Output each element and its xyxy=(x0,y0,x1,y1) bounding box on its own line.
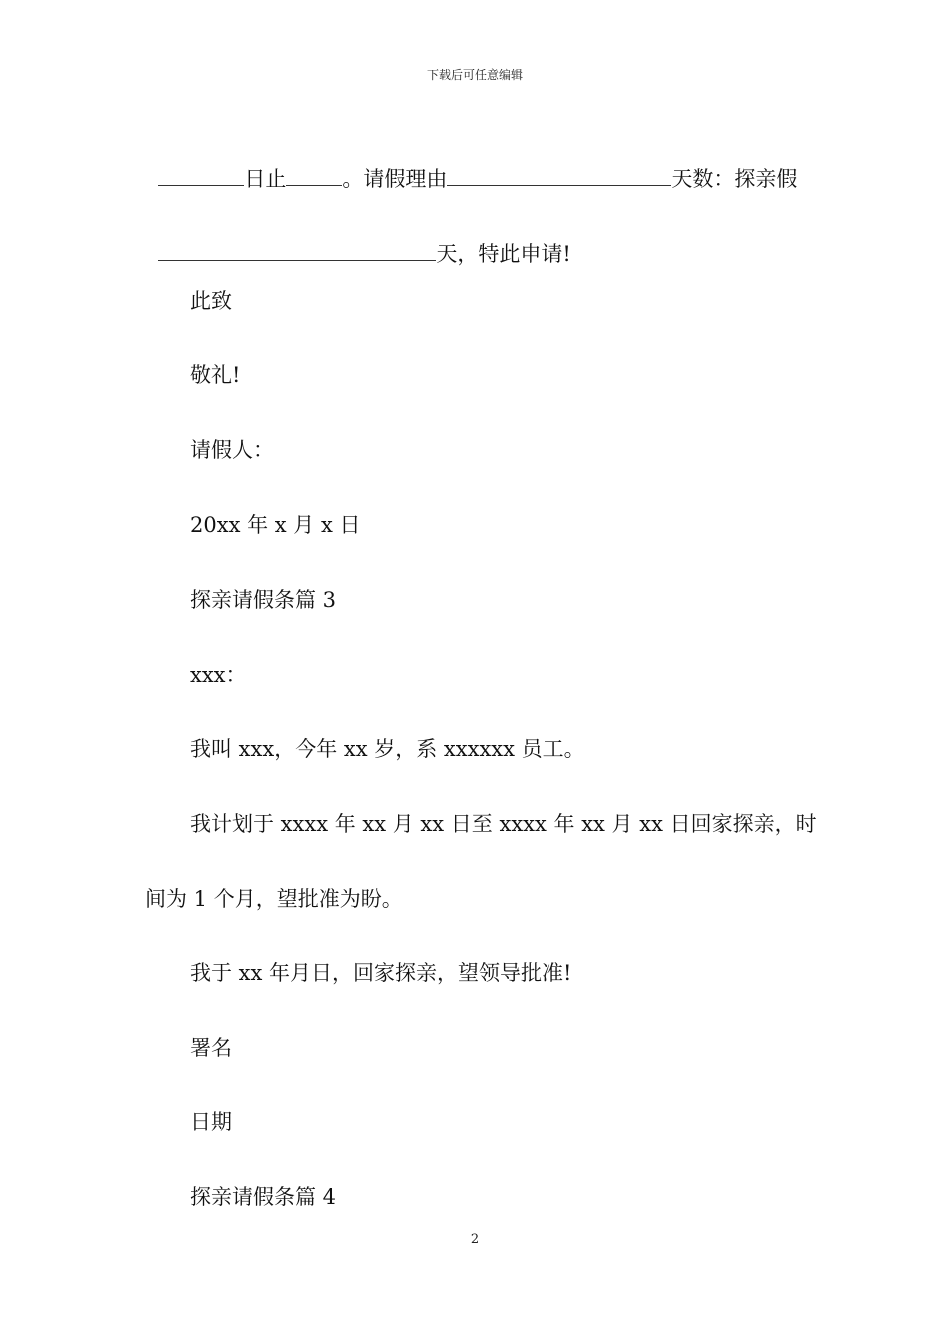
body-paragraph-3: 我于 xx 年月日，回家探亲，望领导批准! xyxy=(190,961,572,985)
page-number: 2 xyxy=(470,1232,480,1247)
leave-form-line-1 xyxy=(145,137,797,193)
leave-form-line-2 xyxy=(145,212,571,268)
closing-salutation: 此致 xyxy=(190,289,232,313)
section-heading-4: 探亲请假条篇 4 xyxy=(190,1185,337,1209)
body-paragraph-2-line-2: 间为 1 个月，望批准为盼。 xyxy=(145,887,403,911)
blank-field xyxy=(286,165,342,186)
text-fragment: 。请假理由 xyxy=(342,167,448,191)
body-paragraph-1: 我叫 xxx，今年 xx 岁，系 xxxxxx 员工。 xyxy=(190,737,585,761)
recipient-line: xxx： xyxy=(190,663,247,687)
closing-regards: 敬礼! xyxy=(190,363,241,387)
date-line: 20xx 年 x 月 x 日 xyxy=(190,513,361,537)
blank-field xyxy=(158,165,244,186)
blank-field xyxy=(158,240,436,261)
signature-label: 署名 xyxy=(190,1036,232,1060)
text-fragment: 日止 xyxy=(244,167,287,191)
body-paragraph-2-line-1: 我计划于 xxxx 年 xx 月 xx 日至 xxxx 年 xx 月 xx 日回家探亲，时 xyxy=(190,812,817,836)
section-heading-3: 探亲请假条篇 3 xyxy=(190,588,337,612)
text-fragment: 天，特此申请! xyxy=(436,242,571,266)
applicant-label: 请假人： xyxy=(190,438,274,462)
blank-field xyxy=(447,165,671,186)
text-fragment: 天数：探亲假 xyxy=(671,167,798,191)
date-label: 日期 xyxy=(190,1110,232,1134)
page-header: 下载后可任意编辑 xyxy=(426,68,523,82)
